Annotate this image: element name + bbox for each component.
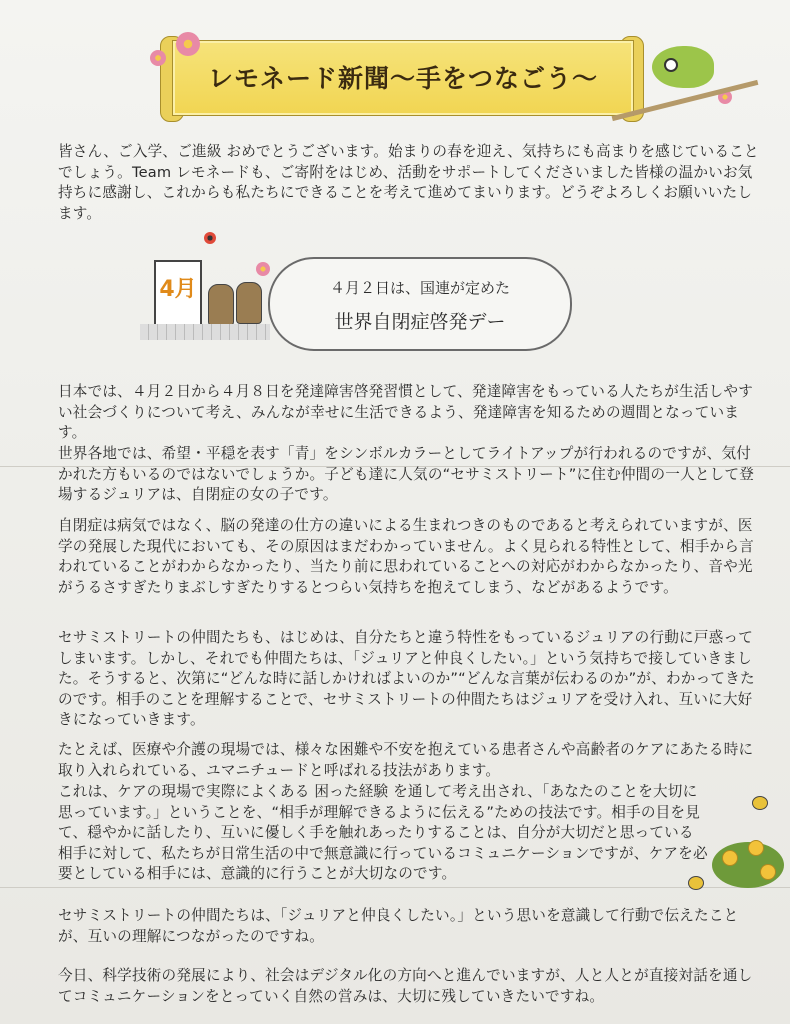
body-paragraph-1: 日本では、４月２日から４月８日を発達障害啓発習慣として、発達障害をもっている人たちが生活しやすい社会づくりについて考え、みんなが幸せに生活できるよう、発達障害を知るための週間となっています。 (58, 383, 754, 442)
butterfly-icon (688, 876, 704, 890)
bird-icon (652, 46, 714, 88)
body-paragraph-5: たとえば、医療や介護の現場では、様々な困難や不安を抱えている患者さんや高齢者のケアにあたる時に取り入れられている、ユマニチュードと呼ばれる技法があります。 (58, 741, 754, 779)
children-illustration (140, 240, 270, 340)
newsletter-title: レモネード新聞〜手をつなごう〜 (207, 64, 598, 93)
flower-icon (176, 32, 200, 56)
callout-title: 世界自閉症啓発デー (334, 311, 506, 333)
yellow-flower-icon (722, 850, 738, 866)
callout-bubble (268, 257, 572, 351)
body-paragraph-4: セサミストリートの仲間たちも、はじめは、自分たちと違う特性をもっているジュリアの行動に戸惑ってしまいます。しかし、それでも仲間たちは、「ジュリアと仲良くしたい。」という気持ちで接していきました。そうすると、次第に“どんな時に話しかければよいのか”“どんな言葉が伝わるのか”が、わかってきたのです。相手のことを理解することで、セサミストリートの仲間たちはジュリアを受け入れ、互いに大好きになっていきます。 (58, 629, 755, 729)
flower-icon (150, 50, 166, 66)
body-paragraph-2: 世界各地では、希望・平穏を表す「青」をシンボルカラーとしてライトアップが行われるのですが、気付かれた方もいるのではないでしょうか。子ども達に人気の“セサミストリート”に住む仲間の一人として登場するジュリアは、自閉症の女の子です。 (58, 445, 755, 504)
butterfly-icon (752, 796, 768, 810)
yellow-flower-icon (760, 864, 776, 880)
child-figure (236, 282, 262, 324)
flower-icon (256, 262, 270, 276)
ladybug-icon (204, 232, 216, 244)
child-figure (208, 284, 234, 326)
title-banner (172, 40, 634, 116)
closing-paragraph-2: 今日、科学技術の発展により、社会はデジタル化の方向へと進んでいますが、人と人とが直接対話を通してコミュニケーションをとっていく自然の営みは、大切に残していきたいですね。 (58, 967, 753, 1005)
floor-tiles (140, 324, 270, 340)
callout-subtitle: ４月２日は、国連が定めた (329, 279, 510, 297)
fold-line (0, 887, 790, 888)
intro-paragraph: 皆さん、ご入学、ご進級 おめでとうございます。始まりの春を迎え、気持ちにも高まりを感じていることでしょう。Team レモネードも、ご寄附をはじめ、活動をサポートしてくださいました皆様の温かいお気持ちに感謝し、これからも私たちにできることを考えて進めてまいります。どうぞよろしくお願いいたします。 (58, 143, 759, 222)
body-paragraph-6: これは、ケアの現場で実際によくある 困った経験 を通して考え出され、「あなたのことを大切に思っています。」ということを、“相手が理解できるように伝える”ための技法です。相手の目を見て、穏やかに話したり、互いに優しく手を触れあったりすることは、自分が大切だと思っている相手に対して、私たちが日常生活の中で無意識に行っているコミュニケーションですが、ケアを必要としている相手には、意識的に行うことが大切なのです。 (58, 783, 708, 883)
body-paragraph-3: 自閉症は病気ではなく、脳の発達の仕方の違いによる生まれつきのものであると考えられていますが、医学の発展した現代においても、その原因はまだわかっていません。よく見られる特性として、相手から言われていることがわからなかったり、当たり前に思われていることへの対応がわからなかったり、音や光がうるさすぎたりまぶしすぎたりするとつらい気持ちを抱えてしまう、などがあるようです。 (58, 517, 754, 596)
yellow-flower-icon (748, 840, 764, 856)
bird-eye-icon (664, 58, 678, 72)
closing-paragraph-1: セサミストリートの仲間たちは、「ジュリアと仲良くしたい。」という思いを意識して行動で伝えたことが、互いの理解につながったのですね。 (58, 907, 739, 945)
month-sign-text: 4月 (159, 277, 197, 302)
